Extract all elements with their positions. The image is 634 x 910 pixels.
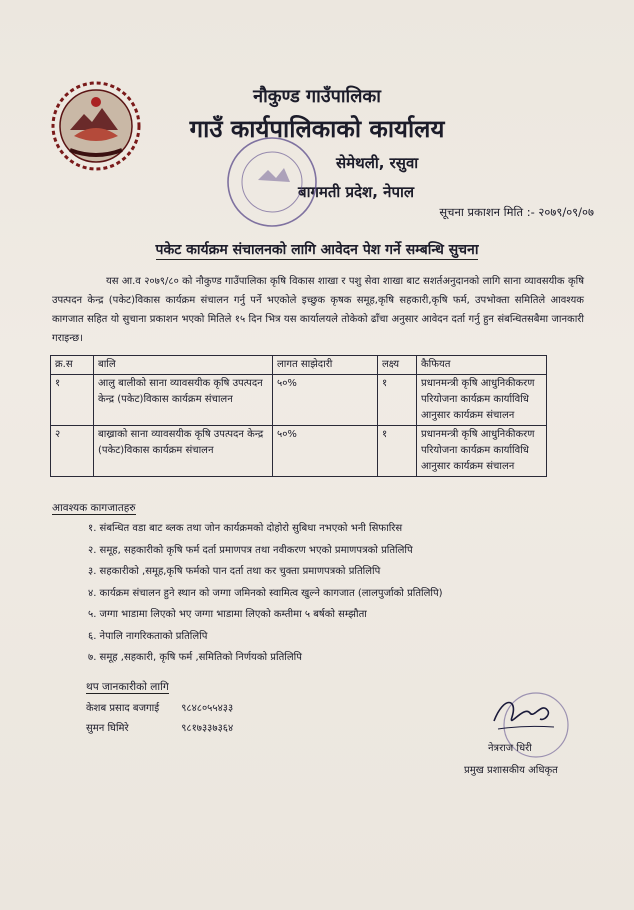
- col-crop: बालि: [94, 356, 273, 375]
- cell-target: १: [378, 426, 417, 477]
- documents-section-title: आवश्यक कागजातहरु: [52, 502, 136, 514]
- col-target: लक्ष्य: [378, 356, 417, 375]
- contact-phone: ९८१७३३७३६४: [181, 722, 234, 734]
- list-item: ७. समूह ,सहकारी, कृषि फर्म ,समितिको निर्णयको प्रतिलिपि: [88, 652, 302, 663]
- list-item: २. समूह, सहकारीको कृषि फर्म दर्ता प्रमाणपत्र तथा नवीकरण भएको प्रमाणपत्रको प्रतिलिपि: [88, 544, 413, 556]
- office-name: गाउँ कार्यपालिकाको कार्यालय: [189, 115, 445, 143]
- municipality-name: नौकुण्ड गाउँपालिका: [253, 86, 381, 107]
- cell-target: १: [378, 375, 417, 426]
- table-row: [51, 426, 547, 477]
- address-line-2: बागमती प्रदेश, नेपाल: [298, 183, 415, 201]
- cell-serial: १: [51, 375, 94, 426]
- table-header-row: [51, 356, 547, 375]
- cell-serial: २: [51, 426, 94, 477]
- list-item: ६. नेपालि नागरिकताको प्रतिलिपि: [88, 630, 208, 642]
- notice-subject: पकेट कार्यक्रम संचालनको लागि आवेदन पेश गर्ने सम्बन्धि सुचना: [155, 242, 479, 258]
- documents-list: [88, 518, 443, 669]
- cell-remarks: प्रधानमन्त्री कृषि आधुनिकीकरण परियोजना कार्यक्रम कार्याविधि आनुसार कार्यक्रम संचालन: [417, 375, 547, 426]
- office-stamp-icon: [222, 132, 322, 232]
- notice-date: सूचना प्रकाशन मिति :- २०७९/०९/०७: [439, 205, 594, 219]
- cell-cost-sharing: ५०%: [273, 426, 378, 477]
- cell-cost-sharing: ५०%: [273, 375, 378, 426]
- table-row: [51, 375, 547, 426]
- contacts-list: [86, 699, 233, 738]
- signatory-title: प्रमुख प्रशासकीय अधिकृत: [464, 765, 558, 776]
- list-item: ४. कार्यक्रम संचालन हुने स्थान को जग्गा जमिनको स्वामित्व खुल्ने कागजात (लालपुर्जाको प्रतिलिपि): [88, 587, 443, 599]
- col-cost-sharing: लागत साझेदारी: [273, 356, 378, 375]
- contact-name: केशब प्रसाद बजगाई: [86, 703, 160, 714]
- list-item: १. संबन्धित वडा बाट ब्लक तथा जोन कार्यक्रमको दोहोरो सुबिधा नभएको भनी सिफारिस: [88, 523, 403, 534]
- contact-name: सुमन घिमिरे: [86, 722, 129, 734]
- signature-icon: [484, 685, 574, 770]
- contact-phone: ९८४८०५५४३३: [181, 703, 234, 714]
- col-serial: क्र.स: [51, 356, 94, 375]
- cell-crop: आलु बालीको साना व्यावसयीक कृषि उपत्पदन केन्द्र (पकेट)विकास कार्यक्रम संचालन: [94, 375, 273, 426]
- cell-remarks: प्रधानमन्त्री कृषि आधुनिकीकरण परियोजना कार्यक्रम कार्याविधि आनुसार कार्यक्रम संचालन: [417, 426, 547, 477]
- contacts-title: थप जानकारीको लागि: [86, 681, 169, 693]
- cell-crop: बाख्राको साना व्यावसयीक कृषि उपत्पदन केन्द्र (पकेट)विकास कार्यक्रम संचालन: [94, 426, 273, 477]
- contact-row: [86, 699, 233, 719]
- notice-body: यस आ.व २०७९/८० को नौकुण्ड गाउँपालिका कृषि विकास शाखा र पशु सेवा शाखा बाट सशर्तअनुदानको लागि साना व्यावसयीक कृषि उपत्पदन केन्द्र (पकेट)विकास कार्यक्रम संचालन गर्नु पर्ने भएकोले इच्छुक कृषक समूह,कृषि सहकारी,कृषि फर्म, उपभोक्ता समितिले आवश्यक कागजात सहित यो सुचाना प्रकाशन भएको मितिले १५ दिन भित्र यस कार्यालयले तोकेको ढाँचा अनुसार आवेदन दर्ता गर्नु हुन संबन्धितसबैमा जानकारी गराइन्छ।: [52, 276, 584, 344]
- list-item: ३. सहकारीको ,समूह,कृषि फर्मको पान दर्ता तथा कर चुक्ता प्रमाणपत्रको प्रतिलिपि: [88, 566, 381, 577]
- contact-row: [86, 719, 233, 739]
- list-item: ५. जग्गा भाडामा लिएको भए जग्गा भाडामा लिएको कम्तीमा ५ बर्षको सम्झौता: [88, 609, 367, 620]
- signatory-name: नेत्रराज धिरी: [488, 743, 532, 754]
- program-table: [50, 355, 547, 477]
- address-line-1: सेमेथली, रसुवा: [336, 154, 419, 172]
- col-remarks: कैफियत: [417, 356, 547, 375]
